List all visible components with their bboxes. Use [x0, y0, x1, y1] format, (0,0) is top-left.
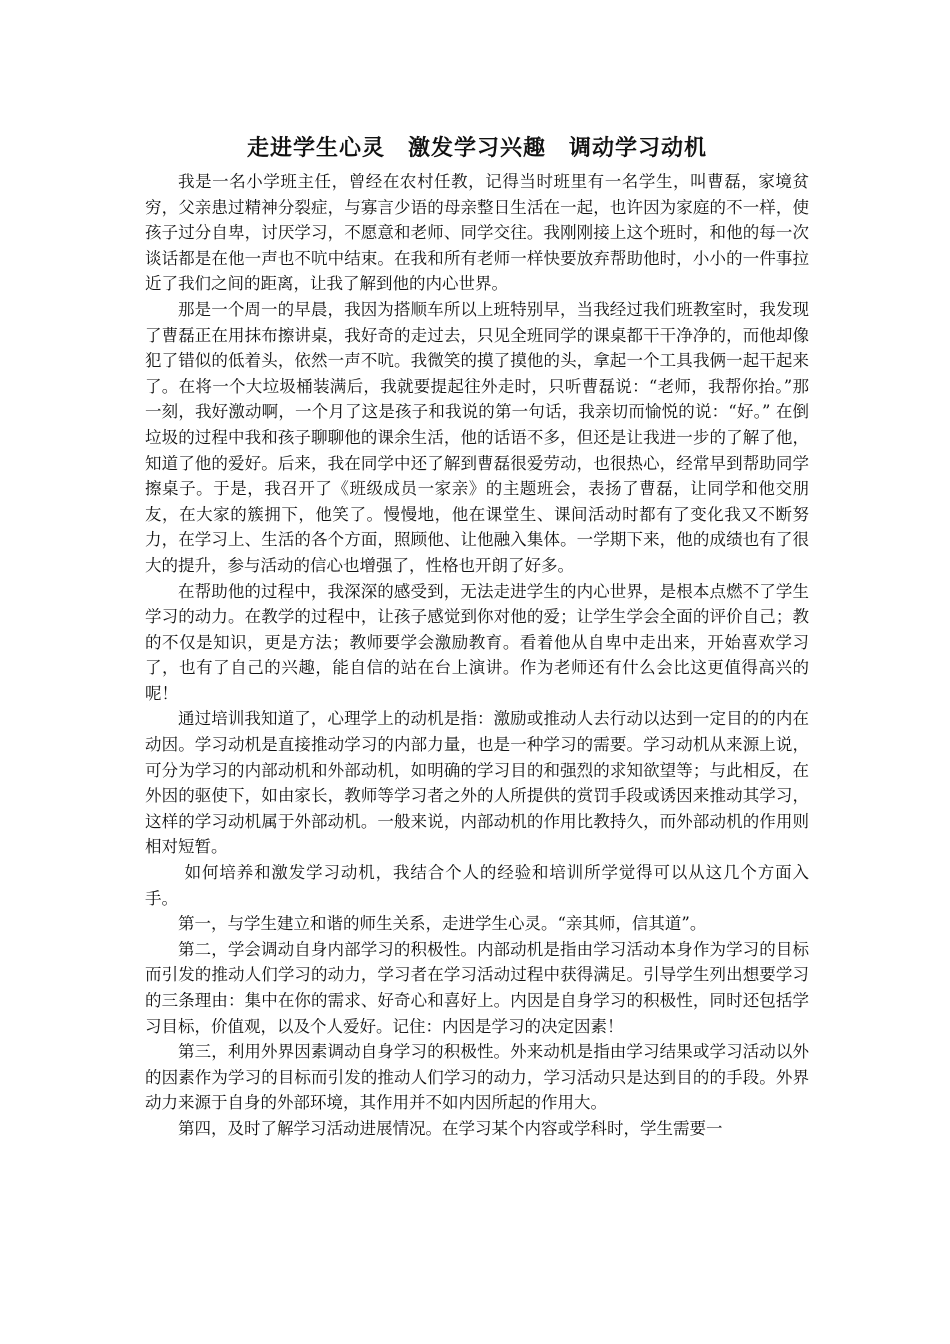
document-title: 走进学生心灵 激发学习兴趣 调动学习动机: [246, 135, 707, 161]
paragraph-story: 那是一个周一的早晨，我因为搭顺车所以上班特别早，当我经过我们班教室时，我发现了曹磊正在用抹布擦讲桌，我好奇的走过去，只见全班同学的课桌都干干净净的，而他却像犯了错似的低着头，依然一声不吭。我微笑的摸了摸他的头，拿起一个工具我俩一起干起来了。在将一个大垃圾桶装满后，我就要提起往外走时，只听曹磊说：“老师，我帮你抬。”那一刻，我好激动啊，一个月了这是孩子和我说的第一句话，我亲切而愉悦的说：“好。” 在倒垃圾的过程中我和孩子聊聊他的课余生活，他的话语不多，但还是让我进一步的了解了他，知道了他的爱好。后来，我在同学中还了解到曹磊很爱劳动，也很热心，经常早到帮助同学擦桌子。于是，我召开了《班级成员一家亲》的主题班会，表扬了曹磊，让同学和他交朋友，在大家的簇拥下，他笑了。慢慢地，他在课堂生、课间活动时都有了变化我又不断努力，在学习上、生活的各个方面，照顾他、让他融入集体。一学期下来，他的成绩也有了很大的提升，参与活动的信心也增强了，性格也开朗了好多。: [145, 299, 809, 575]
paragraph-method-1: 第一，与学生建立和谐的师生关系，走进学生心灵。“亲其师，信其道”。: [178, 914, 707, 934]
document-page: [145, 133, 809, 1142]
paragraph-method-4: 第四，及时了解学习活动进展情况。在学习某个内容或学科时，学生需要一: [178, 1118, 723, 1138]
paragraph-motivation-theory: 通过培训我知道了，心理学上的动机是指：激励或推动人去行动以达到一定目的的内在动因。学习动机是直接推动学习的内部力量，也是一种学习的需要。学习动机从来源上说，可分为学习的内部动机和外部动机，如明确的学习目的和强烈的求知欲望等；与此相反，在外因的驱使下，如由家长，教师等学习者之外的人所提供的赏罚手段或诱因来推动其学习，这样的学习动机属于外部动机。一般来说，内部动机的作用比教持久，而外部动机的作用则相对短暂。: [145, 709, 809, 857]
paragraph-reflection: 在帮助他的过程中，我深深的感受到，无法走进学生的内心世界，是根本点燃不了学生学习的动力。在教学的过程中，让孩子感觉到你对他的爱；让学生学会全面的评价自己；教的不仅是知识，更是方法；教师要学会激励教育。看着他从自卑中走出来，开始喜欢学习了，也有了自己的兴趣，能自信的站在台上演讲。作为老师还有什么会比这更值得高兴的呢！: [145, 581, 809, 703]
paragraph-methods-intro: 如何培养和激发学习动机，我结合个人的经验和培训所学觉得可以从这几个方面入手。: [145, 863, 809, 908]
paragraph-method-2: 第二，学会调动自身内部学习的积极性。内部动机是指由学习活动本身作为学习的目标而引发的推动人们学习的动力，学习者在学习活动过程中获得满足。引导学生列出想要学习的三条理由：集中在你的需求、好奇心和喜好上。内因是自身学习的积极性，同时还包括学习目标，价值观，以及个人爱好。记住：内因是学习的决定因素！: [145, 939, 809, 1036]
paragraph-intro: 我是一名小学班主任，曾经在农村任教，记得当时班里有一名学生，叫曹磊，家境贫穷，父亲患过精神分裂症，与寡言少语的母亲整日生活在一起，也许因为家庭的不一样，使孩子过分自卑，讨厌学习，不愿意和老师、同学交往。我刚刚接上这个班时，和他的每一次谈话都是在他一声也不吭中结束。在我和所有老师一样快要放弃帮助他时，小小的一件事拉近了我们之间的距离，让我了解到他的内心世界。: [145, 172, 809, 294]
paragraph-method-3: 第三，利用外界因素调动自身学习的积极性。外来动机是指由学习结果或学习活动以外的因素作为学习的目标而引发的推动人们学习的动力，学习活动只是达到目的的手段。外界动力来源于自身的外部环境，其作用并不如内因所起的作用大。: [145, 1042, 809, 1113]
